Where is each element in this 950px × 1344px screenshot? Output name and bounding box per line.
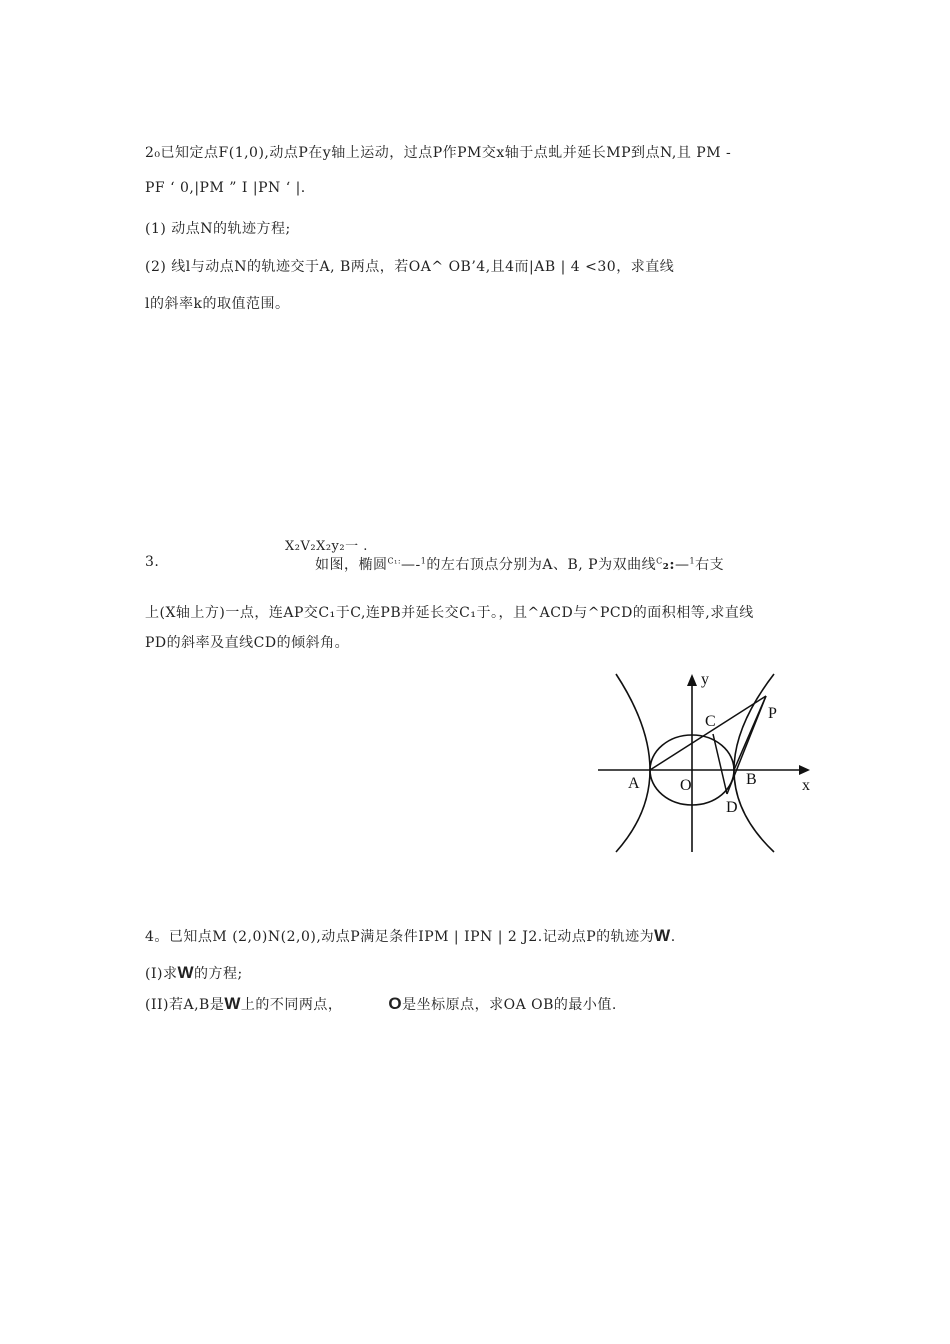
y-axis-arrow-icon <box>687 674 697 686</box>
hyperbola-left-branch <box>616 674 650 852</box>
q2-line-2: PF ‘ 0,|PM ” I |PN ‘ |. <box>145 180 306 196</box>
label-d: D <box>726 799 738 816</box>
q4-part-1: (I)求W的方程; <box>145 963 243 982</box>
q3-formula-top: X₂V₂X₂y₂一 . <box>285 539 368 554</box>
q3-line-3: PD的斜率及直线CD的倾斜角。 <box>145 635 350 651</box>
line-ap <box>650 696 766 770</box>
x-axis-arrow-icon <box>799 765 810 775</box>
q2-line-1: 2₀已知定点F(1,0),动点P在y轴上运动，过点P作PM交x轴于点虬并延长MP到点N,且 PM - <box>145 145 732 161</box>
label-y: y <box>701 671 709 688</box>
label-x: x <box>802 777 810 794</box>
q2-part-2: (2) 线l与动点N的轨迹交于A, B两点，若OA^ OB’4,且4而|AB | 4 <30，求直线 <box>145 259 675 275</box>
q4-part-2: (II)若A,B是W上的不同两点， O是坐标原点，求OA OB的最小值. <box>145 994 617 1013</box>
q3-number: 3. <box>145 554 160 570</box>
label-a: A <box>628 775 640 792</box>
q3-line-2: 上(X轴上方)一点，连AP交C₁于C,连PB并延长交C₁于。，且^ACD与^PCD的面积相等,求直线 <box>145 605 754 621</box>
label-b: B <box>746 771 757 788</box>
q3-line-1: 如图，椭圆$^{C_1:}$—-$^1$的左右顶点分别为A、B, P为双曲线$^C$₂:—$^1$右支 <box>315 556 725 573</box>
label-o: O <box>680 777 692 794</box>
q4-line-1: 4。已知点M (2,0)N(2,0),动点P满足条件IPM | IPN | 2 J2.记动点P的轨迹为W. <box>145 926 676 945</box>
line-pb <box>734 696 766 770</box>
label-p: P <box>768 705 777 722</box>
q2-part-1: (1) 动点N的轨迹方程; <box>145 221 291 237</box>
ellipse-hyperbola-figure <box>596 666 822 856</box>
label-c: C <box>705 713 716 730</box>
q2-line-5: l的斜率k的取值范围。 <box>145 296 290 312</box>
